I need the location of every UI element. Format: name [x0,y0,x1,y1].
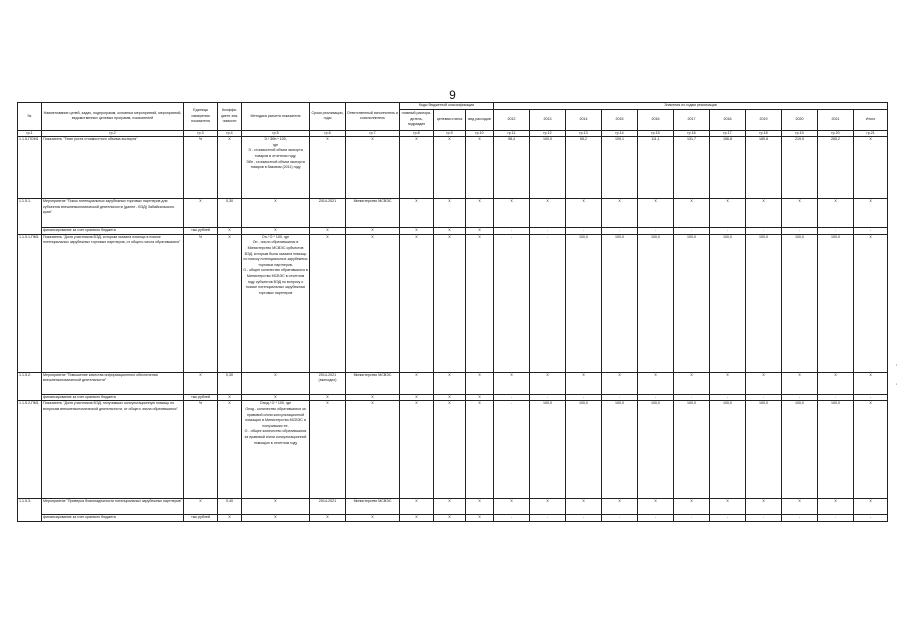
code-chapter-cell: Х [400,137,434,199]
responsible-cell: Х [346,234,400,372]
year-value-cell: - [746,515,782,522]
year-value-cell: 219,9 [782,137,818,199]
year-value-cell: - [530,234,566,372]
total-cell: - [854,515,888,522]
method-line: Оп / О * 100, где [261,234,290,239]
year-value-cell: Х [638,372,674,394]
terms-cell: Х [310,394,346,401]
row-number: 1.1.5-ПОМ1 [18,137,42,199]
code-article-cell: Х [434,234,466,372]
header-year: 2014 [566,109,602,130]
financing-label: финансирование за счет краевого бюджета [42,228,184,235]
year-value-cell: Х [530,199,566,228]
code-chapter-cell: Х [400,401,434,499]
year-value-cell: - [494,234,530,372]
responsible-cell: Х [346,137,400,199]
year-value-cell: 100,0 [638,401,674,499]
method-cell: Х [242,499,310,515]
year-value-cell: - [494,394,530,401]
column-number: гр.13 [566,130,602,137]
year-value-cell: - [818,515,854,522]
coef-cell: Х [218,234,242,372]
year-value-cell: - [530,515,566,522]
year-value-cell: Х [746,372,782,394]
scan-mark: ' [896,384,898,390]
unit-cell: Х [184,499,218,515]
code-article-cell: Х [434,401,466,499]
year-value-cell: 100,0 [818,401,854,499]
coef-cell: Х [218,401,242,499]
total-cell: - [854,394,888,401]
financing-row [18,515,888,522]
method-line: Э - стоимостной объем экспорта товаров в отчетном году, [248,148,303,158]
code-article-cell: Х [434,394,466,401]
program-table [17,102,888,522]
year-value-cell: 100,0 [602,234,638,372]
table-row [18,137,888,199]
table-row [18,499,888,515]
code-chapter-cell: Х [400,394,434,401]
header-code-article: целевая статья [434,109,466,130]
code-article-cell: Х [434,228,466,235]
year-value-cell: Х [674,499,710,515]
column-number-row [18,130,888,137]
year-value-cell: - [674,228,710,235]
column-number: гр.7 [346,130,400,137]
year-value-cell: 189,8 [746,137,782,199]
year-value-cell: - [566,228,602,235]
total-cell: Х [854,401,888,499]
header-unit: Единица измерения показателя [184,103,218,131]
year-value-cell: 100,0 [566,401,602,499]
method-cell: Х [242,228,310,235]
year-value-cell: - [710,228,746,235]
year-value-cell: Х [566,372,602,394]
year-value-cell: Х [746,499,782,515]
column-number: гр.19 [782,130,818,137]
year-value-cell: 100,0 [674,234,710,372]
column-number: гр.15 [638,130,674,137]
year-value-cell: 100,0 [710,401,746,499]
year-value-cell: 131,7 [674,137,710,199]
table-row [18,401,888,499]
year-value-cell: 100,0 [782,234,818,372]
column-number: гр.9 [434,130,466,137]
column-number: гр.1 [18,130,42,137]
total-cell: Х [854,137,888,199]
header-year: 2017 [674,109,710,130]
year-value-cell: 100,0 [530,137,566,199]
year-value-cell: 100,0 [746,234,782,372]
method-cell [242,234,310,372]
unit-cell: тыс.рублей [184,515,218,522]
column-number: гр.12 [530,130,566,137]
row-name: Мероприятие "Повышение качества информационного обеспечения внешнеэкономической деятельности" [42,372,184,394]
year-value-cell: - [494,401,530,499]
header-codes-group: Коды бюджетной классификации [400,103,494,110]
year-value-cell: Х [674,199,710,228]
method-cell: Х [242,515,310,522]
column-number: гр.20 [818,130,854,137]
unit-cell: % [184,234,218,372]
scan-mark: ' [896,365,898,371]
total-cell: Х [854,199,888,228]
unit-cell: тыс.рублей [184,394,218,401]
row-number: 1.1.5.1. [18,199,42,235]
year-value-cell: - [638,394,674,401]
terms-cell: Х [310,137,346,199]
method-cell: Х [242,394,310,401]
year-value-cell: Х [530,372,566,394]
coef-cell: Х [218,515,242,522]
year-value-cell: - [674,515,710,522]
table-row [18,234,888,372]
code-article-cell: Х [434,372,466,394]
row-name: Показатель "Доля участников ВЭД, которым оказана помощь в поиске потенциальных зарубежных торговых партнеров, от общего числа обратившихся" [42,234,184,372]
column-number: гр.6 [310,130,346,137]
year-value-cell: Х [494,499,530,515]
code-article-cell: Х [434,515,466,522]
method-line: Опод / О * 100, где [259,401,292,406]
row-number: 1.1.5.3. [18,499,42,522]
row-number: 1.1.5.2-ПМ1 [18,401,42,499]
year-value-cell: 100,0 [782,401,818,499]
row-name: Показатель "Темп роста стоимостного объема экспорта" [42,137,184,199]
year-value-cell: - [782,228,818,235]
year-value-cell: - [782,394,818,401]
unit-cell: тыс.рублей [184,228,218,235]
year-value-cell: 100,0 [602,401,638,499]
year-value-cell: - [638,228,674,235]
method-line: где [272,142,279,147]
code-type-cell: Х [466,228,494,235]
year-value-cell: Х [638,199,674,228]
unit-cell: % [184,401,218,499]
terms-cell: Х [310,401,346,499]
header-year: 2015 [602,109,638,130]
terms-cell: Х [310,234,346,372]
year-value-cell: 109,1 [602,137,638,199]
terms-cell: 2014-2021 (ежегодно) [310,372,346,394]
responsible-cell: Министерство МСВЭС [346,372,400,394]
total-cell: Х [854,234,888,372]
header-terms: Сроки реализации, годы [310,103,346,131]
table-row [18,199,888,228]
row-number: 1.1.5.1-ПМ1 [18,234,42,372]
year-value-cell: Х [710,199,746,228]
year-value-cell: Х [782,372,818,394]
year-value-cell: 100,0 [530,401,566,499]
code-article-cell: Х [434,137,466,199]
year-value-cell: 111,1 [638,137,674,199]
code-chapter-cell: Х [400,499,434,515]
coef-cell: 0,40 [218,499,242,515]
column-number: гр.2 [42,130,184,137]
year-value-cell: 156,8 [710,137,746,199]
year-value-cell: - [530,394,566,401]
header-year: 2018 [710,109,746,130]
header-year: 2021 [818,109,854,130]
row-number: 1.1.5.2. [18,372,42,401]
year-value-cell: 100,0 [674,401,710,499]
header-coef: Коэффи-циент зна-чимости [218,103,242,131]
method-line: О - общее количество обратившихся за правовой и/или консультационной помощью в отчетном году [244,429,307,445]
code-type-cell: Х [466,234,494,372]
table-body [18,137,888,522]
responsible-cell: Министерство МСВЭС [346,499,400,515]
total-cell: - [854,228,888,235]
coef-cell: 0,30 [218,199,242,228]
total-cell: Х [854,372,888,394]
year-value-cell: Х [818,372,854,394]
code-chapter-cell: Х [400,228,434,235]
unit-cell: Х [184,199,218,228]
code-type-cell: Х [466,137,494,199]
code-article-cell: Х [434,499,466,515]
year-value-cell: - [782,515,818,522]
responsible-cell: Х [346,401,400,499]
header-year: 2016 [638,109,674,130]
year-value-cell: - [566,515,602,522]
row-name: Показатель "Доля участников ВЭД, получивших консультационную помощь по вопросам внешнеэкономической деятельности, от общего числа обратившихся" [42,401,184,499]
responsible-cell: Х [346,228,400,235]
financing-label: финансирование за счет краевого бюджета [42,394,184,401]
method-line: Опод - количество обратившихся за правовой и/или консультационной помощью в Министерство МСВЭС и получивших ее, [245,406,306,428]
coef-cell: 0,30 [218,372,242,394]
year-value-cell: Х [746,199,782,228]
financing-row [18,228,888,235]
column-number: гр.18 [746,130,782,137]
year-value-cell: - [602,394,638,401]
header-year: 2020 [782,109,818,130]
total-cell: Х [854,499,888,515]
unit-cell: % [184,137,218,199]
year-value-cell: - [494,228,530,235]
code-type-cell: Х [466,394,494,401]
year-value-cell: 100,0 [746,401,782,499]
year-value-cell: - [818,394,854,401]
header-num: № [18,103,42,131]
year-value-cell: 100,0 [710,234,746,372]
column-number: гр.16 [674,130,710,137]
unit-cell: Х [184,372,218,394]
year-value-cell: Х [494,372,530,394]
responsible-cell: Х [346,515,400,522]
code-type-cell: Х [466,401,494,499]
year-value-cell: 100,0 [638,234,674,372]
year-value-cell: - [710,394,746,401]
column-number: гр.21 [854,130,888,137]
column-number: гр.11 [494,130,530,137]
responsible-cell: Х [346,394,400,401]
year-value-cell: - [602,515,638,522]
year-value-cell: Х [530,499,566,515]
header-name: Наименование целей, задач, подпрограмм, основных мероприятий, мероприятий, ведомственных целевых программ, показателей [42,103,184,131]
financing-row [18,394,888,401]
year-value-cell: - [710,515,746,522]
column-number: гр.14 [602,130,638,137]
coef-cell: Х [218,394,242,401]
column-number: гр.17 [710,130,746,137]
code-type-cell: Х [466,499,494,515]
coef-cell: Х [218,137,242,199]
financing-label: финансирование за счет краевого бюджета [42,515,184,522]
year-value-cell: - [638,515,674,522]
year-value-cell: - [818,228,854,235]
column-number: гр.8 [400,130,434,137]
year-value-cell: 65,2 [566,137,602,199]
year-value-cell: - [746,228,782,235]
year-value-cell: Х [602,499,638,515]
code-chapter-cell: Х [400,199,434,228]
year-value-cell: Х [602,199,638,228]
row-name: Мероприятие "Проверка благонадежности потенциальных зарубежных партнеров" [42,499,184,515]
column-number: гр.10 [466,130,494,137]
column-number: гр.4 [218,130,242,137]
terms-cell: 2014-2021 [310,199,346,228]
year-value-cell: 100,0 [818,234,854,372]
year-value-cell: - [746,394,782,401]
year-value-cell: 98,4 [494,137,530,199]
table-row [18,372,888,394]
year-value-cell: 100,0 [566,234,602,372]
page-number: 9 [449,88,456,102]
column-number: гр.5 [242,130,310,137]
method-cell [242,401,310,499]
code-chapter-cell: Х [400,515,434,522]
code-type-cell: Х [466,372,494,394]
header-method: Методика расчета показателя [242,103,310,131]
year-value-cell: Х [710,372,746,394]
year-value-cell: Х [602,372,638,394]
header-values-group: Значения по годам реализации [494,103,888,110]
year-value-cell: - [566,394,602,401]
code-type-cell: Х [466,515,494,522]
header-resp: Ответственный исполнитель и соисполнитель [346,103,400,131]
year-value-cell: Х [818,199,854,228]
code-chapter-cell: Х [400,234,434,372]
year-value-cell: - [602,228,638,235]
header-code-type: вид расходов [466,109,494,130]
year-value-cell: Х [566,199,602,228]
header-total: Итого [854,109,888,130]
code-chapter-cell: Х [400,372,434,394]
method-cell [242,137,310,199]
year-value-cell: Х [566,499,602,515]
code-type-cell: Х [466,199,494,228]
header-year: 2013 [530,109,566,130]
terms-cell: 2014-2021 [310,499,346,515]
header-year: 2019 [746,109,782,130]
year-value-cell: Х [782,499,818,515]
year-value-cell: Х [494,199,530,228]
year-value-cell: Х [782,199,818,228]
method-line: О - общее количество обратившихся в Министерство МСВЭС в отчетном году субъектов ВЭД по вопросу о поиске потенциальных зарубежных торговых партнеров [243,268,308,295]
terms-cell: Х [310,228,346,235]
terms-cell: Х [310,515,346,522]
header-code-chapter: главный распоря-дитель, подраздел [400,109,434,130]
year-value-cell: - [494,515,530,522]
year-value-cell: - [530,228,566,235]
year-value-cell: Х [638,499,674,515]
code-article-cell: Х [434,199,466,228]
column-number: гр.3 [184,130,218,137]
method-cell: Х [242,199,310,228]
row-name: Мероприятие "Поиск потенциальных зарубежных торговых партнеров для субъектов внешнеэкономической деятельности (далее - ВЭД) Забайкальского края" [42,199,184,228]
header-year: 2012 [494,109,530,130]
method-line: Э / Эбп * 100, [264,137,287,142]
method-line: Эбп - стоимостной объем экспорта товаров в базовом (2011) году [246,159,305,170]
method-cell: Х [242,372,310,394]
year-value-cell: 265,2 [818,137,854,199]
year-value-cell: - [674,394,710,401]
year-value-cell: Х [818,499,854,515]
responsible-cell: Министерство МСВЭС [346,199,400,228]
year-value-cell: Х [710,499,746,515]
method-line: Оп - число обратившихся в Министерство МСВЭС субъектов ВЭД, которым была оказана помощь по поиску потенциальных зарубежных торговых партнеров, [243,240,308,267]
year-value-cell: Х [674,372,710,394]
coef-cell: Х [218,228,242,235]
